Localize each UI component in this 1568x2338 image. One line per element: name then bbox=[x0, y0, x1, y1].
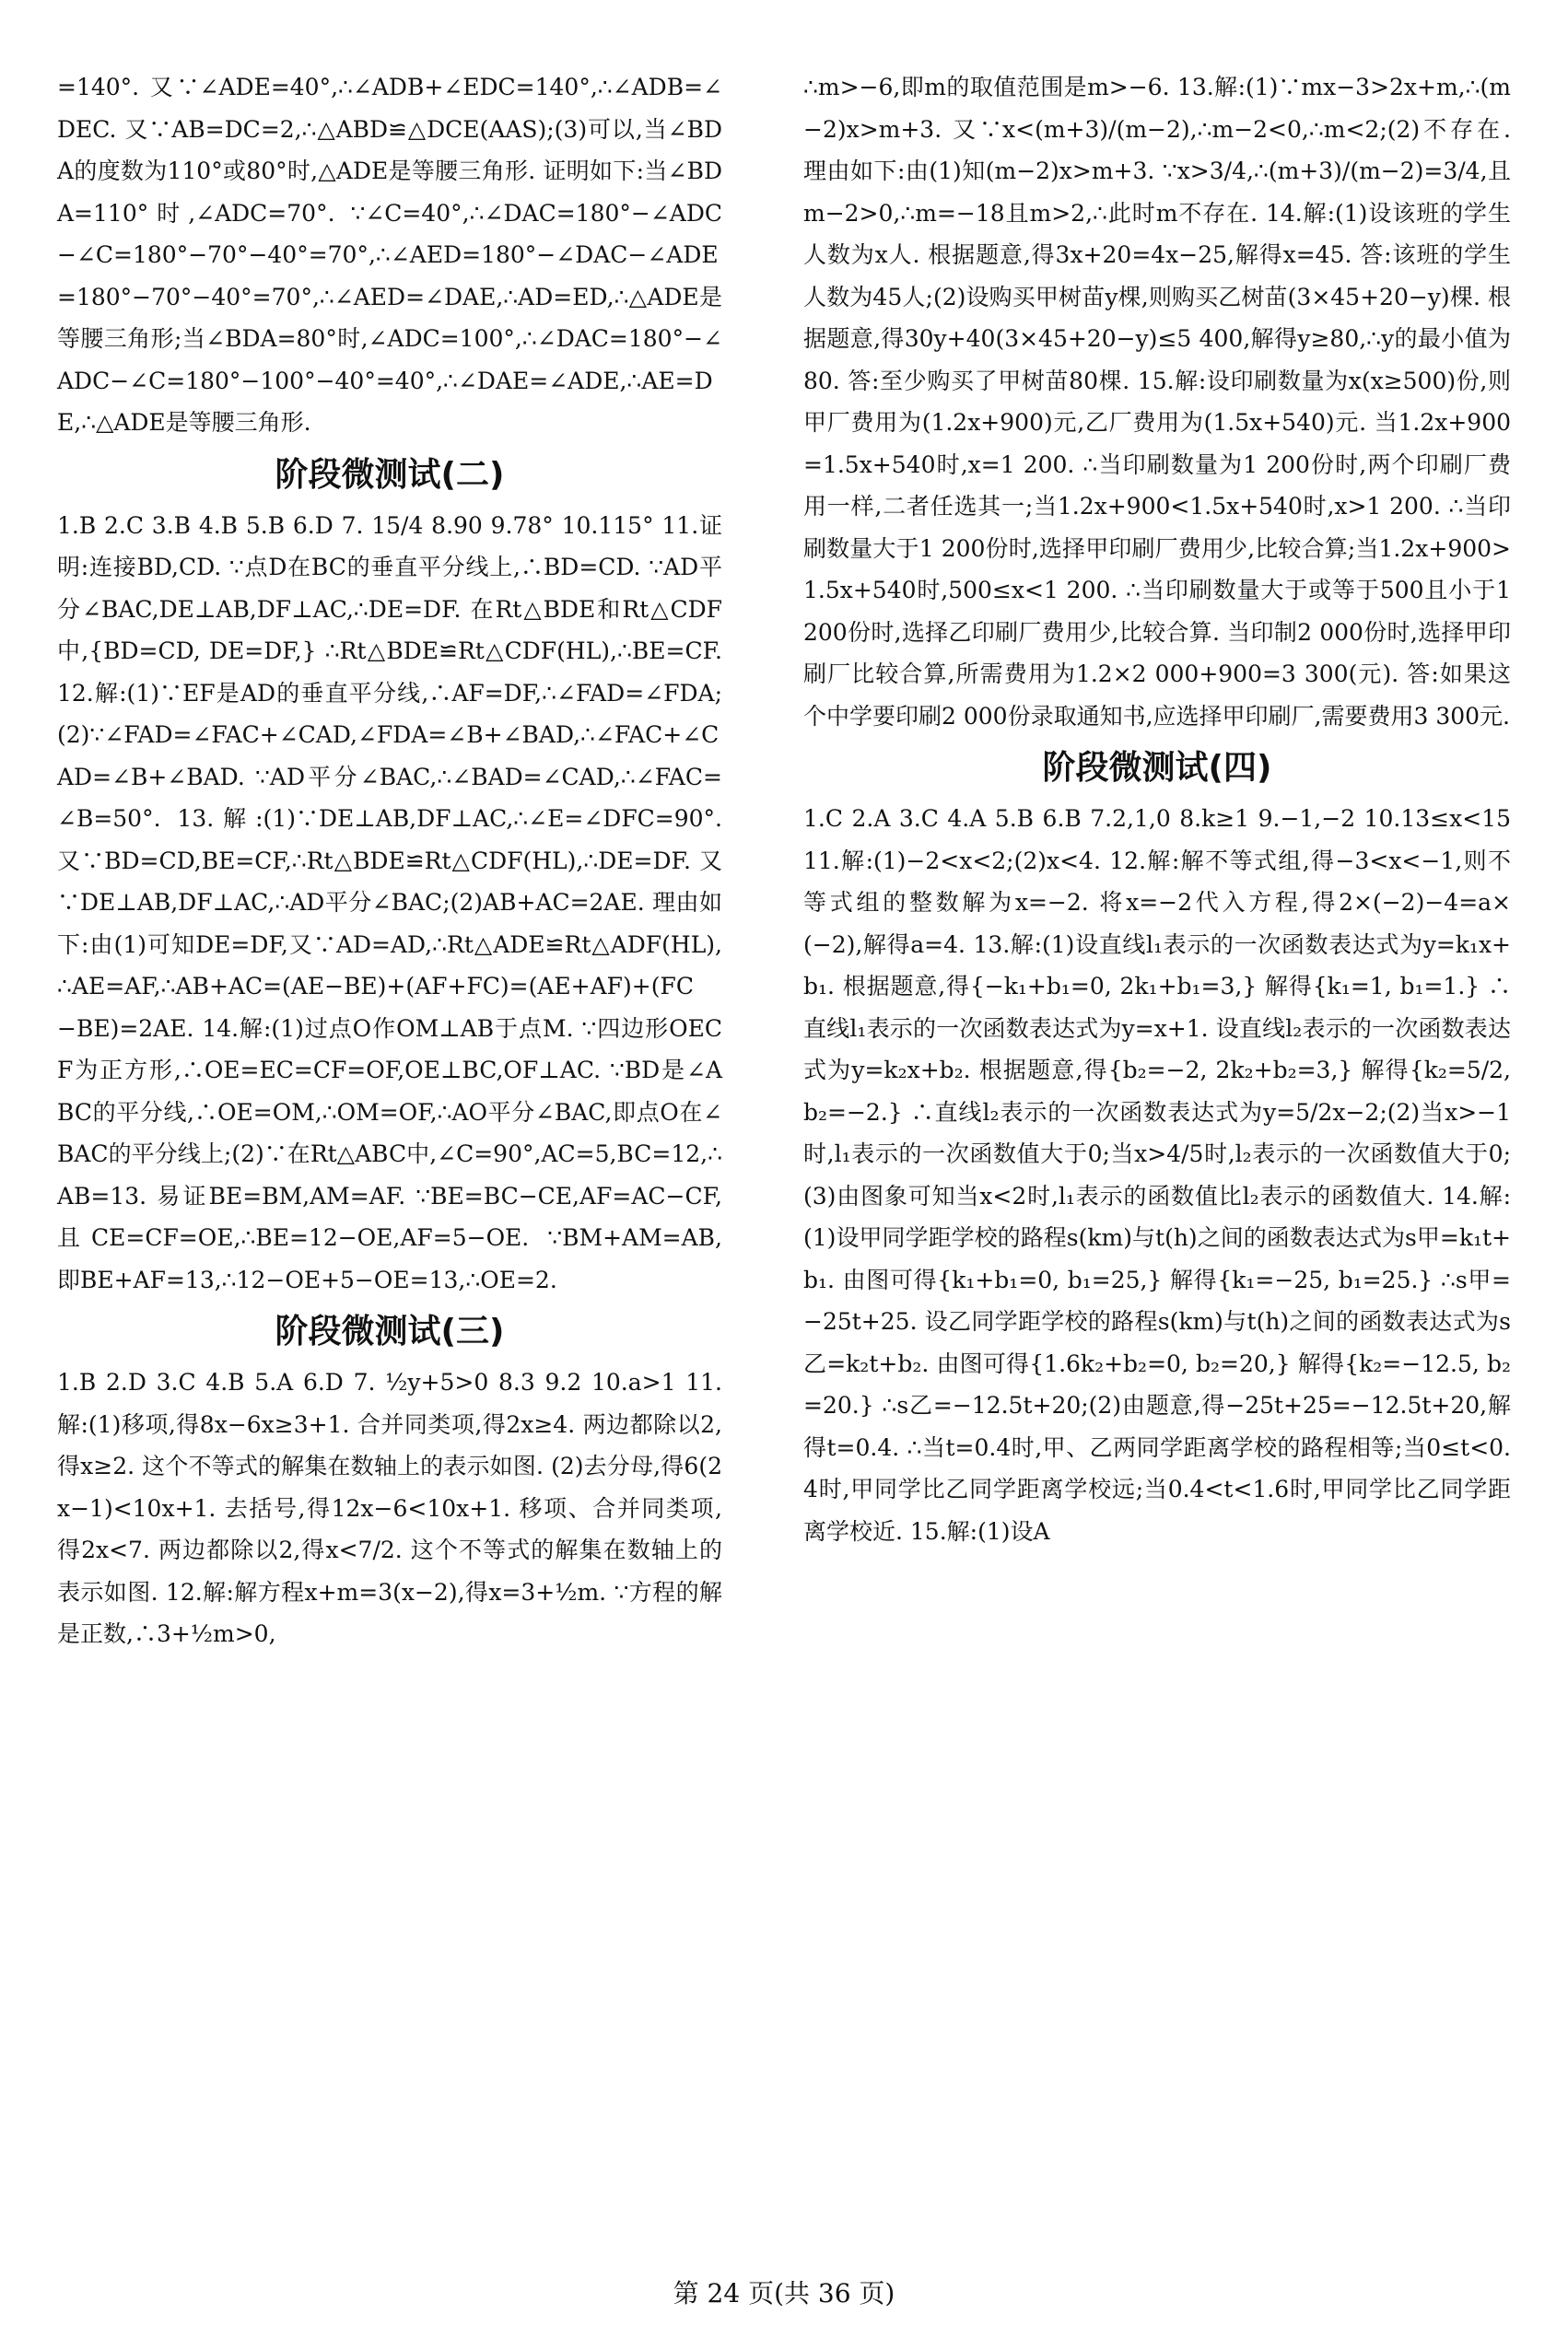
section-heading-4: 阶段微测试(四) bbox=[1042, 749, 1272, 787]
right-column bbox=[803, 66, 1511, 1552]
left-column bbox=[57, 66, 722, 1655]
section-heading-2: 阶段微测试(二) bbox=[275, 455, 505, 494]
left-block-2: 1.B 2.C 3.B 4.B 5.B 6.D 7. 15/4 8.90 9.78° 10.115° 11.证明:连接BD,CD. ∵点D在BC的垂直平分线上,∴BD=CD. ∵AD平分∠BAC,DE⊥AB,DF⊥AC,∴DE=DF. 在Rt△BDE和Rt△CDF中,{BD=CD, DE=DF,} ∴Rt△BDE≌Rt△CDF(HL),∴BE=CF. 12.解:(1)∵EF是AD的垂直平分线,∴AF=DF,∴∠FAD=∠FDA;(2)∵∠FAD=∠FAC+∠CAD,∠FDA=∠B+∠BAD,∴∠FAC+∠CAD=∠B+∠BAD. ∵AD平分∠BAC,∴∠BAD=∠CAD,∴∠FAC=∠B=50°. 13.解:(1)∵DE⊥AB,DF⊥AC,∴∠E=∠DFC=90°. 又∵BD=CD,BE=CF,∴Rt△BDE≌Rt△CDF(HL),∴DE=DF. 又∵DE⊥AB,DF⊥AC,∴AD平分∠BAC;(2)AB+AC=2AE. 理由如下:由(1)可知DE=DF,又∵AD=AD,∴Rt△ADE≌Rt△ADF(HL),∴AE=AF,∴AB+AC=(AE−BE)+(AF+FC)=(AE+AF)+(FC−BE)=2AE. 14.解:(1)过点O作OM⊥AB于点M. ∵四边形OECF为正方形,∴OE=EC=CF=OF,OE⊥BC,OF⊥AC. ∵BD是∠ABC的平分线,∴OE=OM,∴OM=OF,∴AO平分∠BAC,即点O在∠BAC的平分线上;(2)∵在Rt△ABC中,∠C=90°,AC=5,BC=12,∴AB=13. 易证BE=BM,AM=AF. ∵BE=BC−CE,AF=AC−CF,且CE=CF=OE,∴BE=12−OE,AF=5−OE. ∵BM+AM=AB,即BE+AF=13,∴12−OE+5−OE=13,∴OE=2. bbox=[57, 511, 722, 1293]
left-block-1: =140°. 又∵∠ADE=40°,∴∠ADB+∠EDC=140°,∴∠ADB=∠DEC. 又∵AB=DC=2,∴△ABD≌△DCE(AAS);(3)可以,当∠BDA的度数为110°或80°时,△ADE是等腰三角形. 证明如下:当∠BDA=110°时,∠ADC=70°. ∵∠C=40°,∴∠DAC=180°−∠ADC−∠C=180°−70°−40°=70°,∴∠AED=180°−∠DAC−∠ADE=180°−70°−40°=70°,∴∠AED=∠DAE,∴AD=ED,∴△ADE是等腰三角形;当∠BDA=80°时,∠ADC=100°,∴∠DAC=180°−∠ADC−∠C=180°−100°−40°=40°,∴∠DAE=∠ADE,∴AE=DE,∴△ADE是等腰三角形. bbox=[57, 74, 722, 436]
right-block-1: ∴m>−6,即m的取值范围是m>−6. 13.解:(1)∵mx−3>2x+m,∴(m−2)x>m+3. 又∵x<(m+3)/(m−2),∴m−2<0,∴m<2;(2)不存在. 理由如下:由(1)知(m−2)x>m+3. ∵x>3/4,∴(m+3)/(m−2)=3/4,且m−2>0,∴m=−18且m>2,∴此时m不存在. 14.解:(1)设该班的学生人数为x人. 根据题意,得3x+20=4x−25,解得x=45. 答:该班的学生人数为45人;(2)设购买甲树苗y棵,则购买乙树苗(3×45+20−y)棵. 根据题意,得30y+40(3×45+20−y)≤5 400,解得y≥80,∴y的最小值为80. 答:至少购买了甲树苗80棵. 15.解:设印刷数量为x(x≥500)份,则甲厂费用为(1.2x+900)元,乙厂费用为(1.5x+540)元. 当1.2x+900=1.5x+540时,x=1 200. ∴当印刷数量为1 200份时,两个印刷厂费用一样,二者任选其一;当1.2x+900<1.5x+540时,x>1 200. ∴当印刷数量大于1 200份时,选择甲印刷厂费用少,比较合算;当1.2x+900>1.5x+540时,500≤x<1 200. ∴当印刷数量大于或等于500且小于1 200份时,选择乙印刷厂费用少,比较合算. 当印制2 000份时,选择甲印刷厂比较合算,所需费用为1.2×2 000+900=3 300(元). 答:如果这个中学要印刷2 000份录取通知书,应选择甲印刷厂,需要费用3 300元. bbox=[803, 74, 1511, 730]
left-block-3: 1.B 2.D 3.C 4.B 5.A 6.D 7. ½y+5>0 8.3 9.2 10.a>1 11.解:(1)移项,得8x−6x≥3+1. 合并同类项,得2x≥4. 两边都除以2,得x≥2. 这个不等式的解集在数轴上的表示如图. (2)去分母,得6(2x−1)<10x+1. 去括号,得12x−6<10x+1. 移项、合并同类项,得2x<7. 两边都除以2,得x<7/2. 这个不等式的解集在数轴上的表示如图. 12.解:解方程x+m=3(x−2),得x=3+½m. ∵方程的解是正数,∴3+½m>0, bbox=[57, 1369, 722, 1647]
section-heading-3: 阶段微测试(三) bbox=[275, 1313, 505, 1350]
page-footer: 第 24 页(共 36 页) bbox=[673, 2278, 895, 2309]
right-block-2: 1.C 2.A 3.C 4.A 5.B 6.B 7.2,1,0 8.k≥1 9.−1,−2 10.13≤x<15 11.解:(1)−2<x<2;(2)x<4. 12.解:解不等式组,得−3<x<−1,则不等式组的整数解为x=−2. 将x=−2代入方程,得2×(−2)−4=a×(−2),解得a=4. 13.解:(1)设直线l₁表示的一次函数表达式为y=k₁x+b₁. 根据题意,得{−k₁+b₁=0, 2k₁+b₁=3,} 解得{k₁=1, b₁=1.} ∴直线l₁表示的一次函数表达式为y=x+1. 设直线l₂表示的一次函数表达式为y=k₂x+b₂. 根据题意,得{b₂=−2, 2k₂+b₂=3,} 解得{k₂=5/2, b₂=−2.} ∴直线l₂表示的一次函数表达式为y=5/2x−2;(2)当x>−1时,l₁表示的一次函数值大于0;当x>4/5时,l₂表示的一次函数值大于0;(3)由图象可知当x<2时,l₁表示的函数值比l₂表示的函数值大. 14.解:(1)设甲同学距学校的路程s(km)与t(h)之间的函数表达式为s甲=k₁t+b₁. 由图可得{k₁+b₁=0, b₁=25,} 解得{k₁=−25, b₁=25.} ∴s甲=−25t+25. 设乙同学距学校的路程s(km)与t(h)之间的函数表达式为s乙=k₂t+b₂. 由图可得{1.6k₂+b₂=0, b₂=20,} 解得{k₂=−12.5, b₂=20.} ∴s乙=−12.5t+20;(2)由题意,得−25t+25=−12.5t+20,解得t=0.4. ∴当t=0.4时,甲、乙两同学距离学校的路程相等;当0≤t<0.4时,甲同学比乙同学距离学校远;当0.4<t<1.6时,甲同学比乙同学距离学校近. 15.解:(1)设A bbox=[803, 805, 1511, 1545]
